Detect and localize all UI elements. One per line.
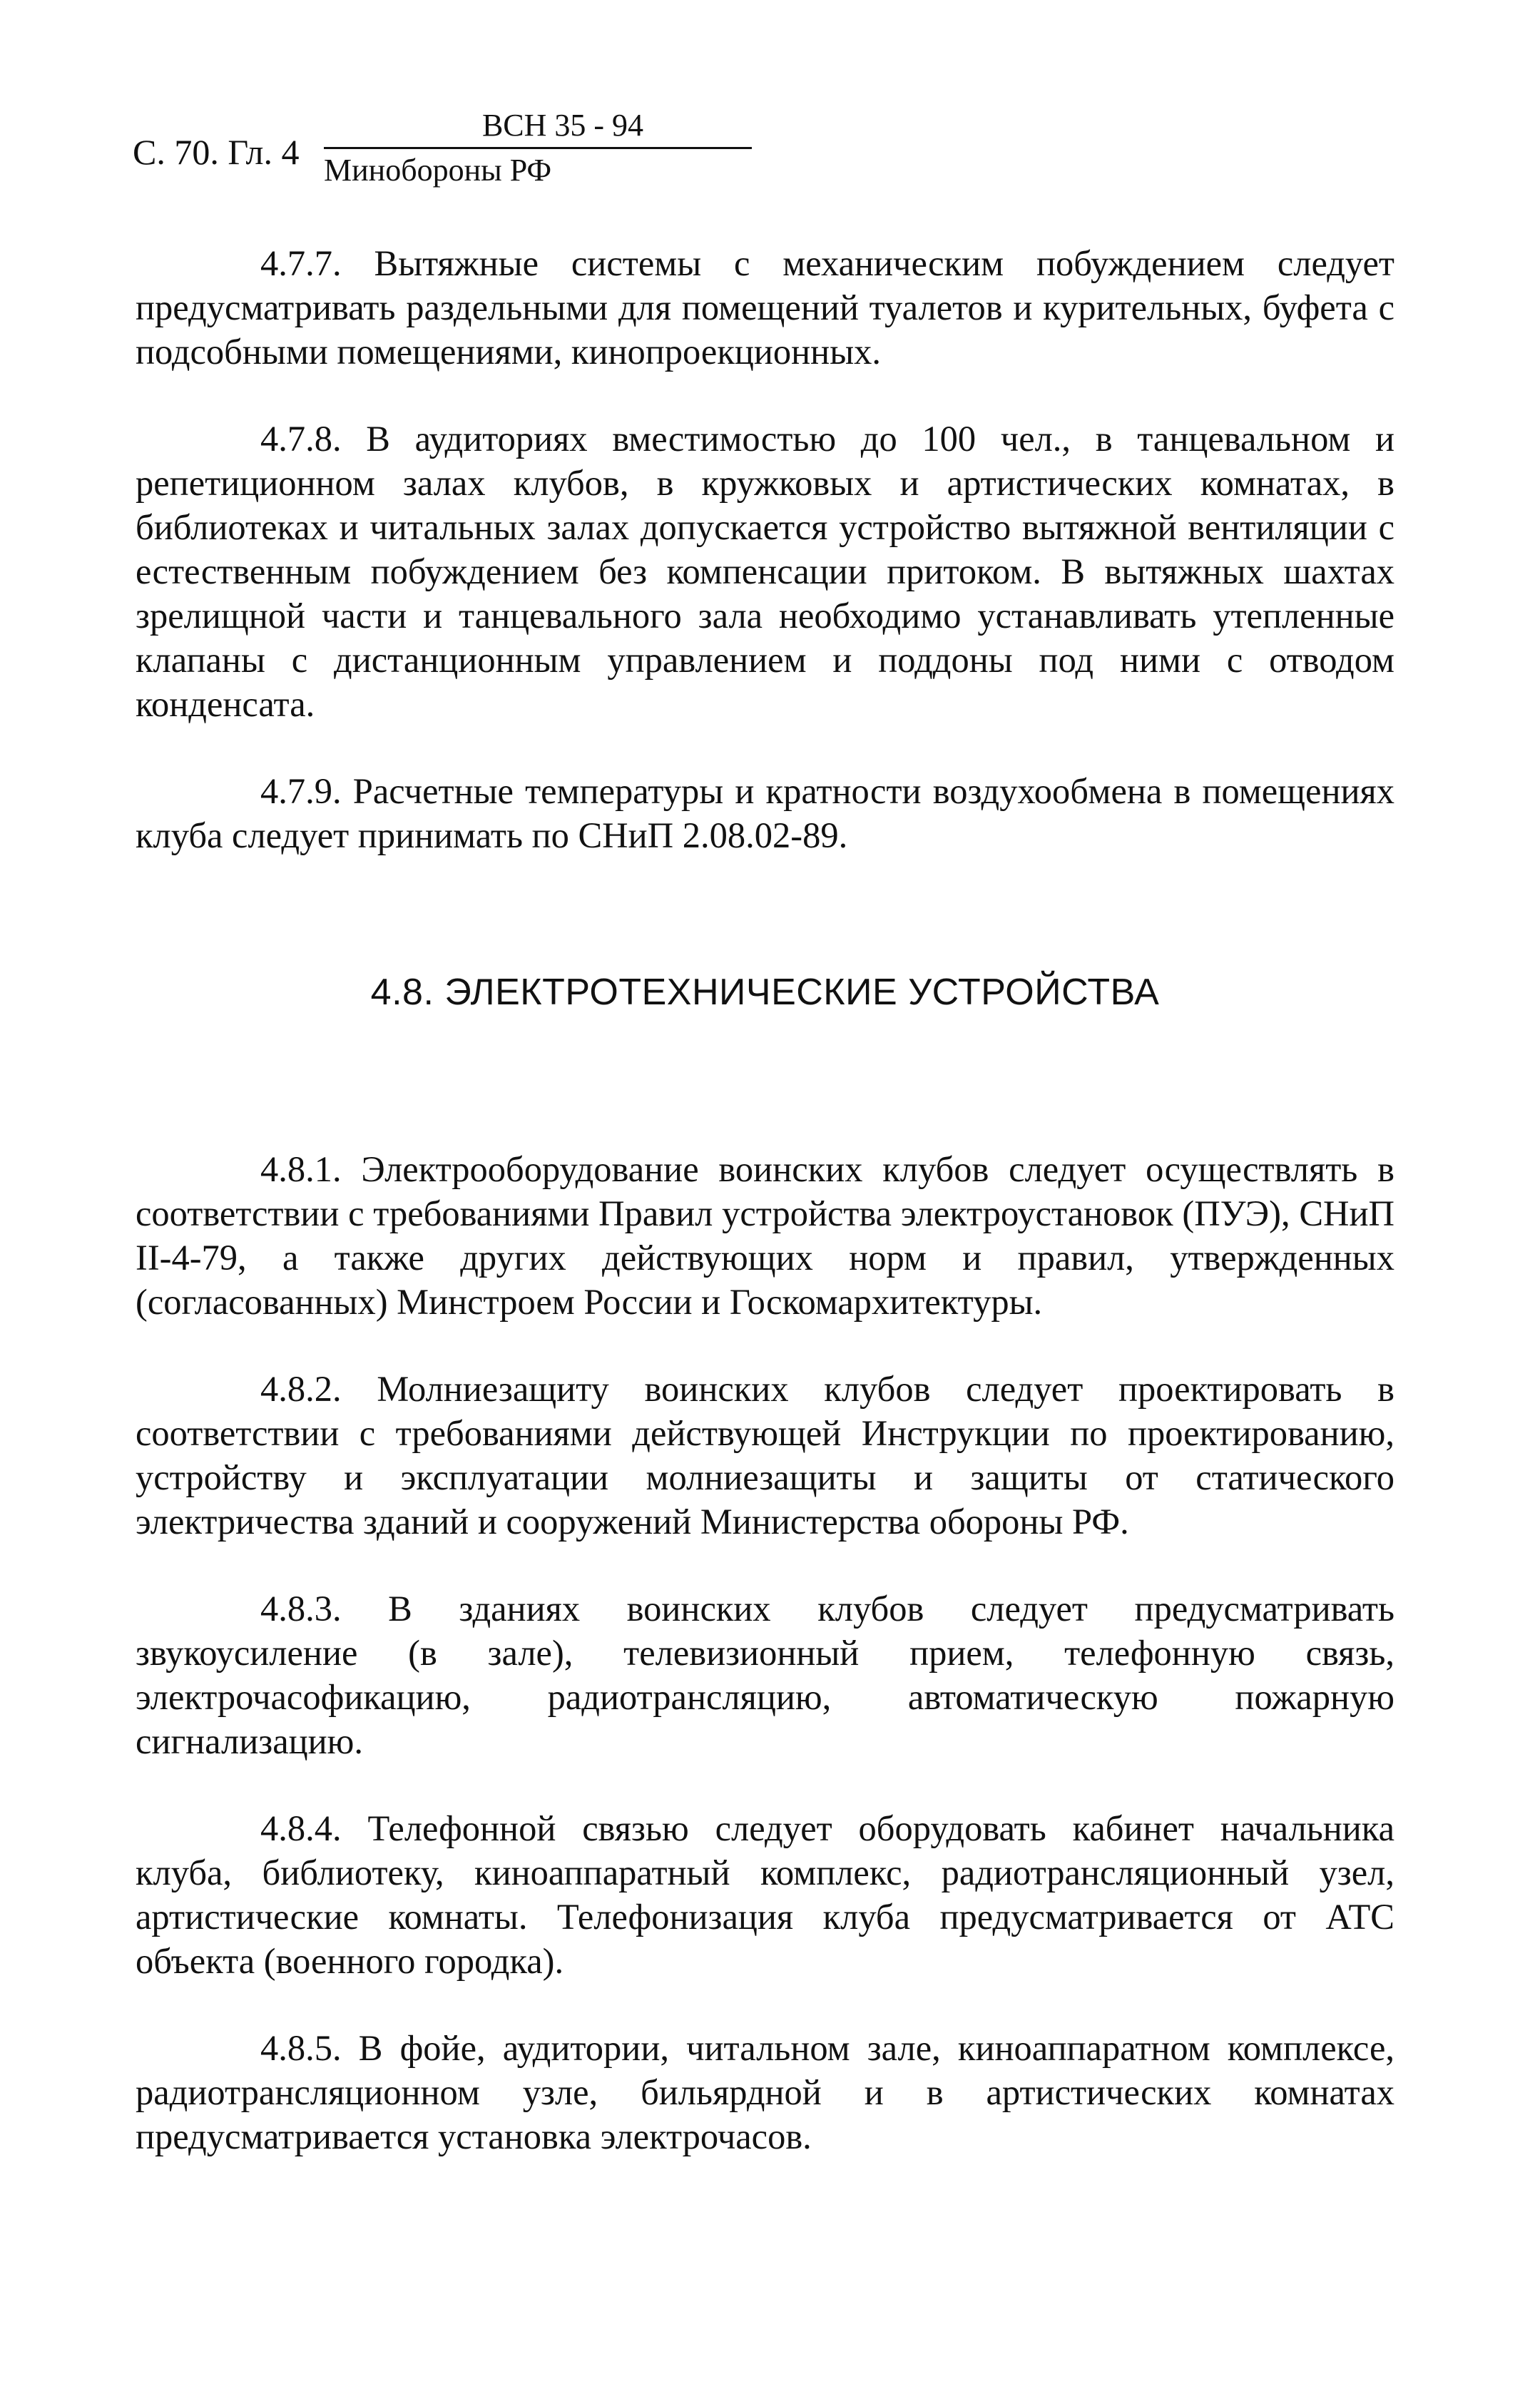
page-reference: С. 70. Гл. 4 bbox=[133, 132, 300, 172]
ministry-name: Минобороны РФ bbox=[324, 153, 552, 188]
paragraph-4-7-8: 4.7.8. В аудиториях вместимостью до 100 чел., в танцевальном и репетиционном залах клубов, в кружковых и артистических комнатах, в библиотеках и читальных залах допускается устройство вытяжной вентиляции с естественным побуждением без компенсации притоком. В вытяжных шахтах зрелищной части и танцевального зала необходимо устанавливать утепленные клапаны с дистанционным управлением и поддоны под ними с отводом конденсата. bbox=[136, 419, 1394, 724]
paragraph-4-8-1: 4.8.1. Электрооборудование воинских клубов следует осуществлять в соответствии с требованиями Правил устройства электроустановок (ПУЭ), СНиП II-4-79, а также других действующих норм и правил, утвержденных (согласованных) Минстроем России и Госкомархитектуры. bbox=[136, 1149, 1394, 1322]
fraction-divider bbox=[324, 147, 752, 149]
section-4-7-text bbox=[136, 241, 1394, 857]
paragraph-4-8-3: 4.8.3. В зданиях воинских клубов следует предусматривать звукоусиление (в зале), телевизионный прием, телефонную связь, электрочасофикацию, радиотрансляцию, автоматическую пожарную сигнализацию. bbox=[136, 1589, 1394, 1761]
paragraph-4-8-5: 4.8.5. В фойе, аудитории, читальном зале, киноаппаратном комплексе, радиотрансляционном узле, бильярдной и в артистических комнатах предусматривается установка электрочасов. bbox=[136, 2028, 1394, 2156]
page-header bbox=[133, 107, 703, 193]
paragraph-4-7-9: 4.7.9. Расчетные температуры и кратности воздухообмена в помещениях клуба следует принимать по СНиП 2.08.02-89. bbox=[136, 771, 1394, 855]
document-code: ВСН 35 - 94 bbox=[481, 108, 644, 143]
paragraph-4-8-2: 4.8.2. Молниезащиту воинских клубов следует проектировать в соответствии с требованиями действующей Инструкции по проектированию, устройству и эксплуатации молниезащиты и защиты от статического электричества зданий и сооружений Министерства обороны РФ. bbox=[136, 1369, 1394, 1542]
document-code-block bbox=[324, 107, 780, 189]
section-4-8-text bbox=[136, 1147, 1394, 2159]
paragraph-4-7-7: 4.7.7. Вытяжные системы с механическим побуждением следует предусматривать раздельными для помещений туалетов и курительных, буфета с подсобными помещениями, кинопроекционных. bbox=[136, 243, 1394, 372]
section-title: 4.8. ЭЛЕКТРОТЕХНИЧЕСКИЕ УСТРОЙСТВА bbox=[370, 972, 1160, 1013]
paragraph-4-8-4: 4.8.4. Телефонной связью следует оборудовать кабинет начальника клуба, библиотеку, киноаппаратный комплекс, радиотрансляционный узел, артистические комнаты. Телефонизация клуба предусматривается от АТС объекта (военного городка). bbox=[136, 1808, 1394, 1981]
